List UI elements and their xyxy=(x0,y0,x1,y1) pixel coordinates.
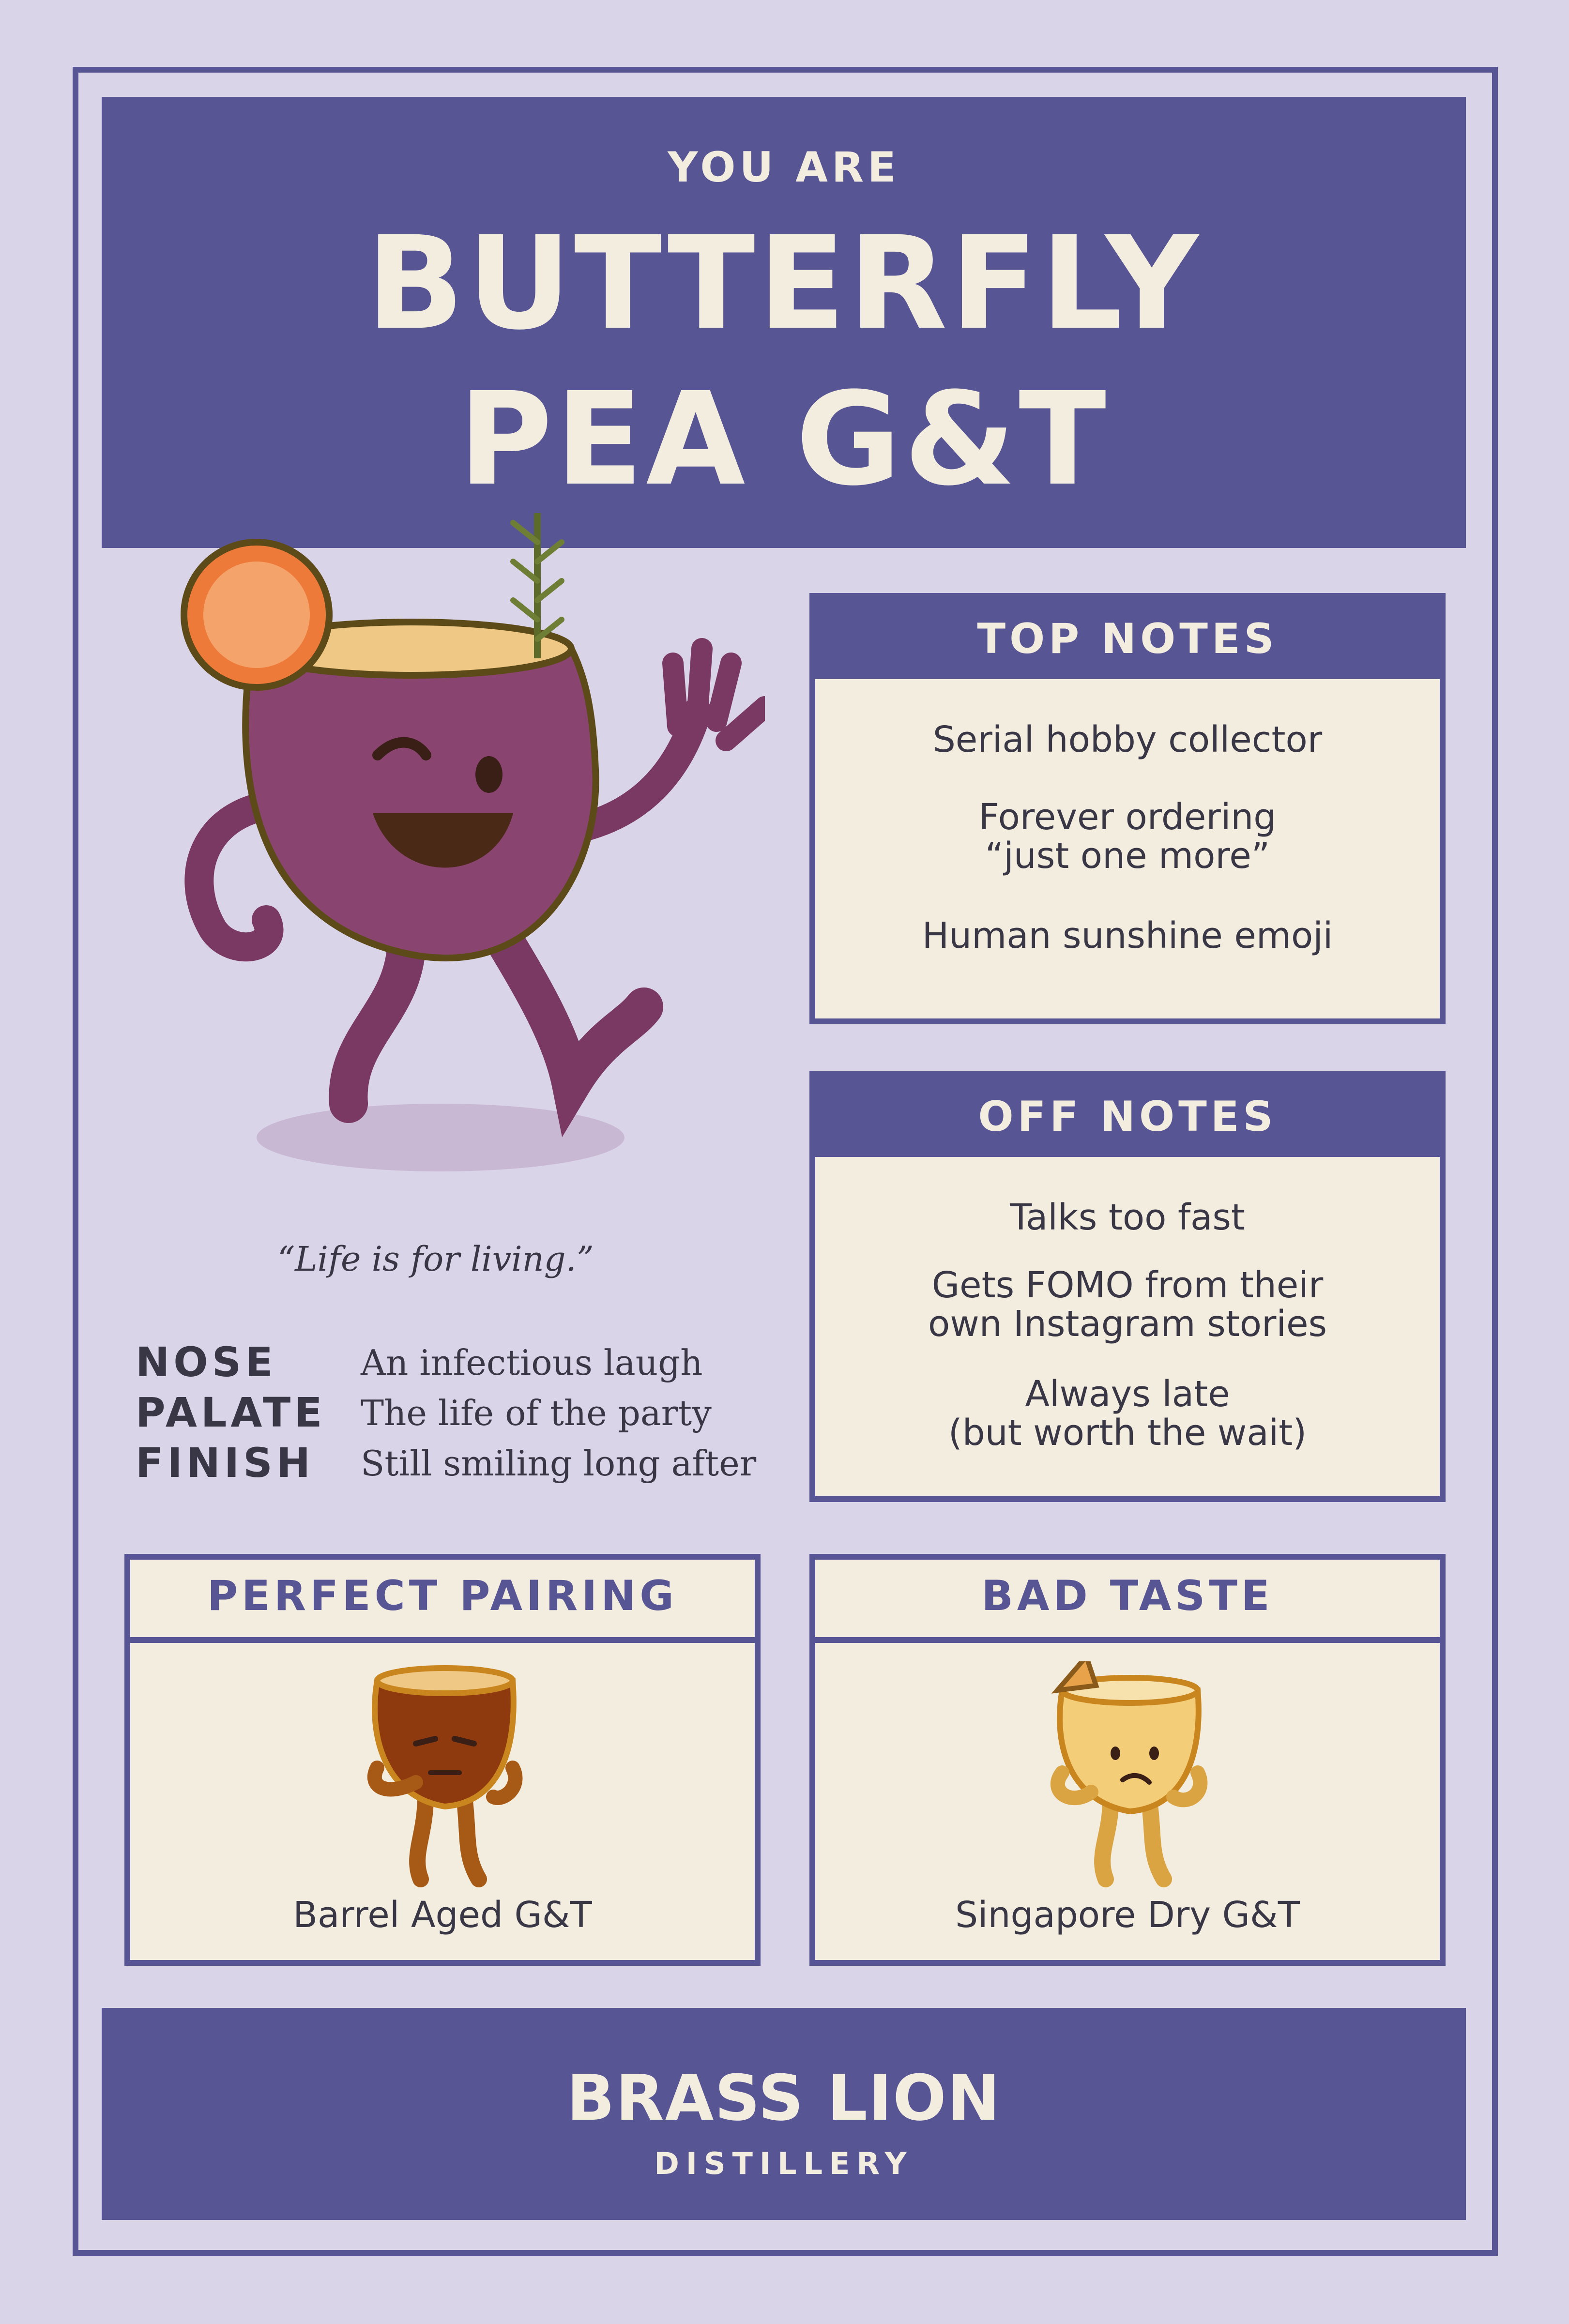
bad-taste-caption: Singapore Dry G&T xyxy=(955,1894,1300,1936)
list-item: own Instagram stories xyxy=(928,1303,1327,1345)
header-banner xyxy=(102,97,1466,548)
pairing-caption: Barrel Aged G&T xyxy=(293,1894,592,1936)
page-title xyxy=(102,206,1466,517)
list-item: Always late xyxy=(1025,1373,1230,1415)
title-line-2: PEA G&T xyxy=(458,365,1109,514)
list-item: Serial hobby collector xyxy=(932,719,1323,760)
tasting-value: An infectious laugh xyxy=(361,1342,703,1383)
tasting-row xyxy=(136,1389,775,1439)
tasting-row xyxy=(136,1439,775,1489)
tasting-key: FINISH xyxy=(136,1439,314,1487)
perfect-pairing-panel xyxy=(124,1554,761,1966)
tasting-value: Still smiling long after xyxy=(361,1443,757,1484)
quote-text: “Life is for living.” xyxy=(277,1239,594,1279)
title-line-1: BUTTERFLY xyxy=(366,209,1202,358)
singapore-dry-mascot-icon xyxy=(1028,1661,1222,1889)
list-item: (but worth the wait) xyxy=(948,1412,1307,1454)
tasting-key: PALATE xyxy=(136,1389,326,1436)
top-notes-list xyxy=(815,679,1440,1018)
top-notes-heading: TOP NOTES xyxy=(815,599,1440,679)
tasting-value: The life of the party xyxy=(361,1393,712,1433)
list-item: Human sunshine emoji xyxy=(922,915,1333,957)
tasting-notes xyxy=(136,1338,775,1489)
perfect-pairing-heading: PERFECT PAIRING xyxy=(130,1560,755,1643)
kicker-text: YOU ARE xyxy=(668,143,900,192)
tasting-key: NOSE xyxy=(136,1338,277,1386)
bad-taste-heading: BAD TASTE xyxy=(815,1560,1440,1643)
brand-logo: BRASS LION xyxy=(566,2061,1001,2135)
barrel-aged-mascot-icon xyxy=(358,1661,532,1889)
top-notes-panel xyxy=(809,593,1446,1024)
list-item: Forever ordering xyxy=(978,796,1277,838)
tasting-row xyxy=(136,1338,775,1389)
butterfly-pea-mascot-icon xyxy=(136,503,765,1181)
footer-banner xyxy=(102,2008,1466,2220)
off-notes-panel xyxy=(809,1071,1446,1502)
brand-subtitle: DISTILLERY xyxy=(654,2146,914,2181)
list-item: “just one more” xyxy=(985,835,1270,877)
list-item: Gets FOMO from their xyxy=(931,1264,1324,1306)
list-item: Talks too fast xyxy=(1010,1197,1245,1238)
off-notes-list xyxy=(815,1157,1440,1496)
off-notes-heading: OFF NOTES xyxy=(815,1077,1440,1157)
bad-taste-panel xyxy=(809,1554,1446,1966)
